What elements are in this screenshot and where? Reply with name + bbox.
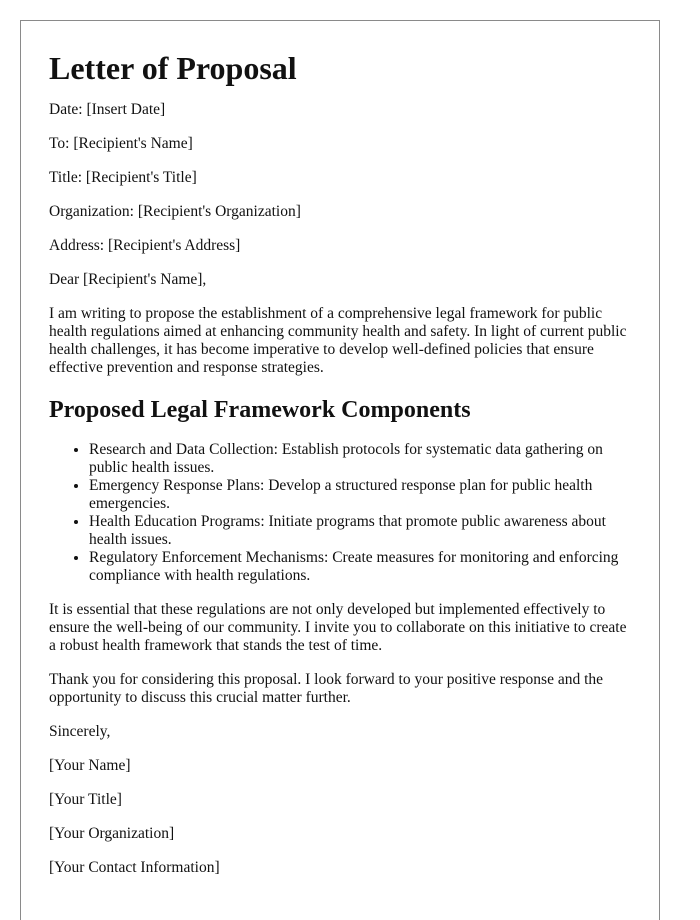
list-item: • Research and Data Collection: Establish protocols for systematic data gathering on public health issues. xyxy=(89,441,631,477)
recipient-address-line: Address: [Recipient's Address] xyxy=(49,237,241,254)
salutation: Dear [Recipient's Name], xyxy=(49,271,207,288)
closing: Sincerely, xyxy=(49,723,111,740)
intro-paragraph: I am writing to propose the establishment of a comprehensive legal framework for public health regulations aimed at enhancing community health and safety. In light of current public health challenges, it has become imperative to develop well-defined policies that ensure effective prevention and response strategies. xyxy=(49,305,627,376)
letter-page xyxy=(20,20,660,920)
recipient-name-line: To: [Recipient's Name] xyxy=(49,135,193,152)
letter-title: Letter of Proposal xyxy=(49,50,297,86)
components-list xyxy=(49,441,631,585)
list-item: • Emergency Response Plans: Develop a structured response plan for public health emergencies. xyxy=(89,477,631,513)
sender-title: [Your Title] xyxy=(49,791,122,808)
section-heading: Proposed Legal Framework Components xyxy=(49,397,471,423)
list-item: • Regulatory Enforcement Mechanisms: Create measures for monitoring and enforcing compliance with health regulations. xyxy=(89,549,631,585)
sender-name: [Your Name] xyxy=(49,757,131,774)
sender-contact: [Your Contact Information] xyxy=(49,859,220,876)
body-paragraph-3: Thank you for considering this proposal. I look forward to your positive response and the opportunity to discuss this crucial matter further. xyxy=(49,671,604,706)
date-line: Date: [Insert Date] xyxy=(49,101,166,118)
sender-organization: [Your Organization] xyxy=(49,825,175,842)
recipient-organization-line: Organization: [Recipient's Organization] xyxy=(49,203,301,220)
body-paragraph-2: It is essential that these regulations are not only developed but implemented effectively to ensure the well-being of our community. I invite you to collaborate on this initiative to create a robust health framework that stands the test of time. xyxy=(49,601,627,654)
list-item: • Health Education Programs: Initiate programs that promote public awareness about health issues. xyxy=(89,513,631,549)
recipient-title-line: Title: [Recipient's Title] xyxy=(49,169,197,186)
